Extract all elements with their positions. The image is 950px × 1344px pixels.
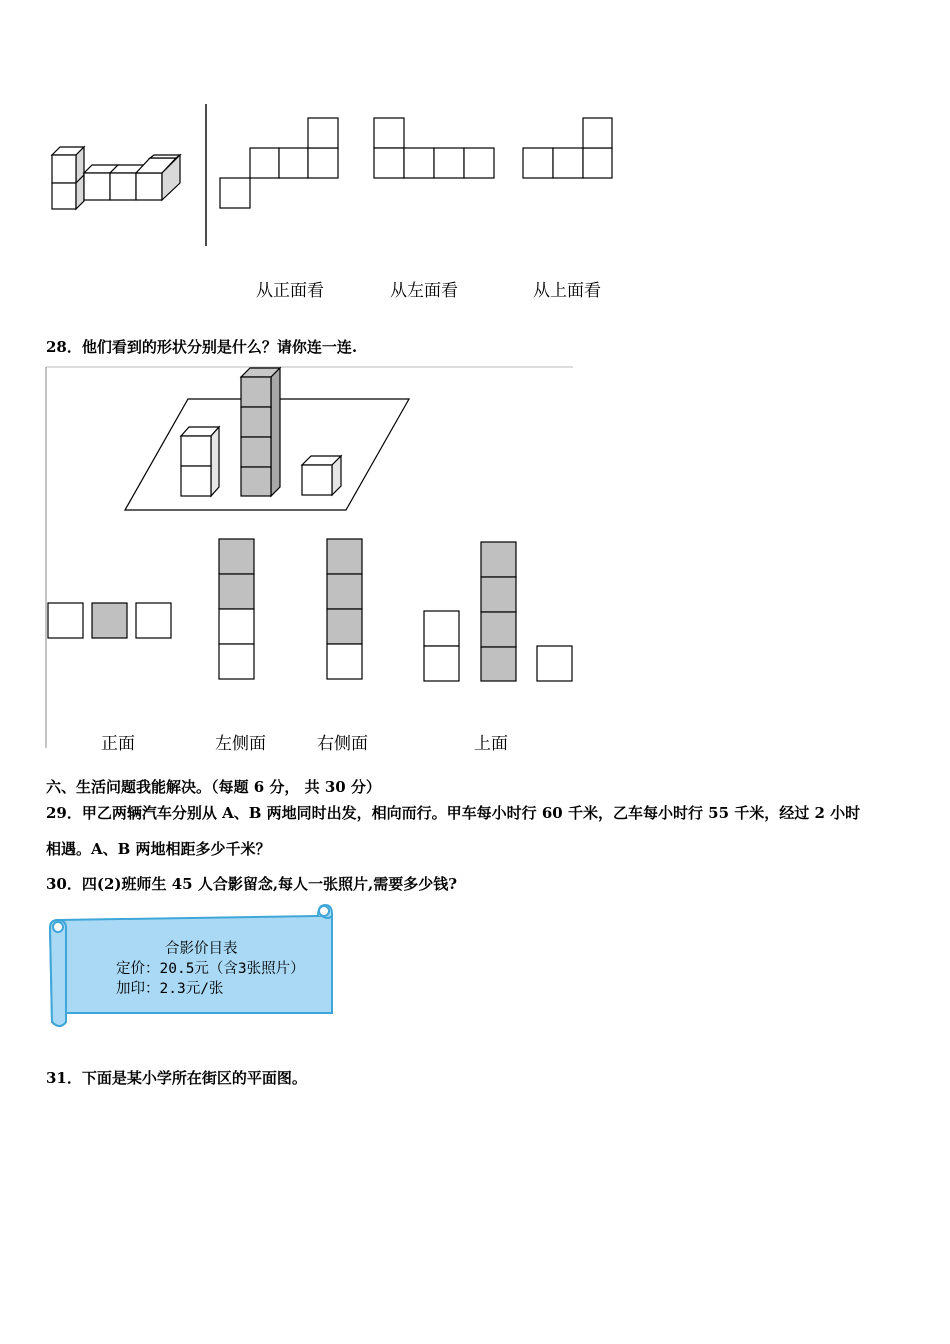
q28-label-front: 正面	[101, 734, 135, 754]
question-31-text: 31．下面是某小学所在街区的平面图。	[46, 1069, 307, 1087]
q28-label-top: 上面	[474, 734, 508, 754]
view-label-left: 从左面看	[390, 281, 458, 301]
price-table-line-2: 加印：2.3元/张	[116, 981, 224, 997]
price-table-line-1: 定价：20.5元（含3张照片）	[116, 961, 305, 977]
section-6-title: 六、生活问题我能解决。（每题 6 分， 共 30 分）	[46, 778, 381, 796]
question-29-line-1: 29．甲乙两辆汽车分别从 A、B 两地同时出发，相向而行。甲车每小时行 60 千米，乙车每小时行 55 千米，经过 2 小时	[46, 804, 861, 822]
q28-label-right-side: 右侧面	[317, 734, 368, 754]
view-label-front: 从正面看	[256, 281, 324, 301]
q28-label-left-side: 左侧面	[215, 734, 266, 754]
question-28-text: 28．他们看到的形状分别是什么？请你连一连.	[46, 338, 358, 356]
price-table-title: 合影价目表	[165, 941, 238, 957]
view-label-top: 从上面看	[533, 281, 601, 301]
question-29-line-2: 相遇。A、B 两地相距多少千米？	[46, 840, 271, 858]
question-30-text: 30．四(2)班师生 45 人合影留念,每人一张照片,需要多少钱?	[46, 875, 458, 893]
